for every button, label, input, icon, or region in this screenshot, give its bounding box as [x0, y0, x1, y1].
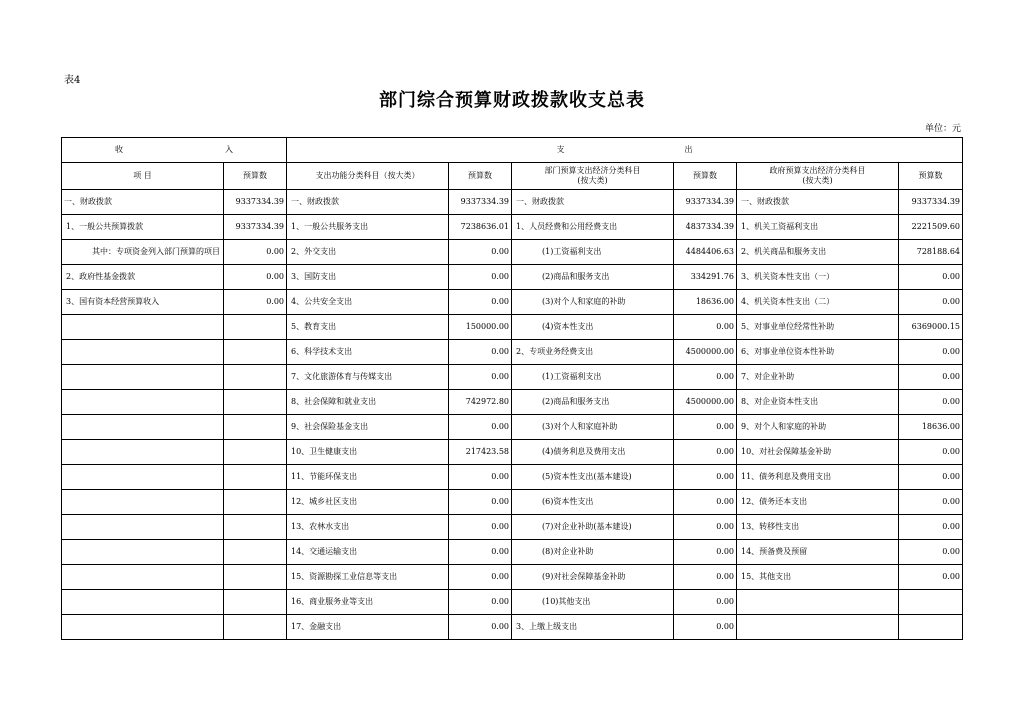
table-row	[62, 240, 963, 265]
dept-econ-amount-cell: 334291.76	[674, 265, 737, 290]
dept-econ-item-cell: (4)资本性支出	[512, 315, 674, 340]
gov-econ-item-cell: 5、对事业单位经常性补助	[737, 315, 899, 340]
income-item-cell	[62, 615, 224, 640]
gov-econ-item-cell: 9、对个人和家庭的补助	[737, 415, 899, 440]
dept-econ-item-cell: 1、人员经费和公用经费支出	[512, 215, 674, 240]
dept-econ-item-cell: 一、财政拨款	[512, 190, 674, 215]
table-row	[62, 390, 963, 415]
func-amount-cell: 0.00	[449, 240, 512, 265]
gov-econ-amount-cell: 0.00	[899, 340, 963, 365]
dept-econ-amount-cell: 0.00	[674, 365, 737, 390]
dept-econ-item-cell: 2、专项业务经费支出	[512, 340, 674, 365]
income-amount-cell	[224, 490, 287, 515]
dept-econ-amount-cell: 0.00	[674, 465, 737, 490]
func-amount-cell: 0.00	[449, 465, 512, 490]
income-header-left: 收	[115, 145, 123, 154]
func-item-cell: 13、农林水支出	[287, 515, 449, 540]
gov-econ-item-cell: 13、转移性支出	[737, 515, 899, 540]
dept-econ-item-cell: (8)对企业补助	[512, 540, 674, 565]
gov-econ-amount-cell: 2221509.60	[899, 215, 963, 240]
income-amount-cell	[224, 315, 287, 340]
header-row-section	[62, 138, 963, 163]
dept-econ-item-cell: (5)资本性支出(基本建设)	[512, 465, 674, 490]
func-item-cell: 1、一般公共服务支出	[287, 215, 449, 240]
func-amount-cell: 0.00	[449, 415, 512, 440]
gov-econ-amount-cell: 0.00	[899, 490, 963, 515]
dept-econ-item-cell: (2)商品和服务支出	[512, 390, 674, 415]
expense-header	[287, 138, 963, 163]
page-title: 部门综合预算财政拨款收支总表	[379, 90, 645, 111]
func-amount-cell: 0.00	[449, 565, 512, 590]
dept-econ-item-cell: (10)其他支出	[512, 590, 674, 615]
gov-econ-amount-cell: 0.00	[899, 365, 963, 390]
func-item-cell: 6、科学技术支出	[287, 340, 449, 365]
income-amount-cell	[224, 565, 287, 590]
income-item-cell: 2、政府性基金拨款	[62, 265, 224, 290]
dept-econ-item-cell: (3)对个人和家庭的补助	[512, 290, 674, 315]
func-amount-cell: 0.00	[449, 615, 512, 640]
income-amount-cell: 0.00	[224, 240, 287, 265]
func-amount-cell: 0.00	[449, 290, 512, 315]
dept-econ-item-cell: (7)对企业补助(基本建设)	[512, 515, 674, 540]
table-row	[62, 465, 963, 490]
income-amount-cell	[224, 365, 287, 390]
table-number-label: 表4	[64, 75, 81, 86]
table-row	[62, 490, 963, 515]
income-amount-cell	[224, 590, 287, 615]
table-row	[62, 540, 963, 565]
gov-econ-item-cell: 2、机关商品和服务支出	[737, 240, 899, 265]
income-amount-cell: 0.00	[224, 290, 287, 315]
func-item-cell: 2、外交支出	[287, 240, 449, 265]
func-amount-cell: 150000.00	[449, 315, 512, 340]
func-amount-cell: 742972.80	[449, 390, 512, 415]
income-item-cell	[62, 340, 224, 365]
func-item-cell: 16、商业服务业等支出	[287, 590, 449, 615]
table-row	[62, 215, 963, 240]
col-header-dept-econ-line2: (按大类)	[577, 176, 608, 185]
income-item-cell: 3、国有资本经营预算收入	[62, 290, 224, 315]
income-item-cell	[62, 565, 224, 590]
func-amount-cell: 0.00	[449, 265, 512, 290]
col-header-budget: 预算数	[449, 163, 512, 190]
table-row	[62, 515, 963, 540]
expense-header-right: 出	[684, 145, 693, 154]
income-item-cell	[62, 365, 224, 390]
gov-econ-item-cell: 10、对社会保障基金补助	[737, 440, 899, 465]
gov-econ-item-cell: 7、对企业补助	[737, 365, 899, 390]
income-item-cell	[62, 490, 224, 515]
gov-econ-item-cell	[737, 615, 899, 640]
dept-econ-item-cell: (4)债务利息及费用支出	[512, 440, 674, 465]
gov-econ-amount-cell	[899, 590, 963, 615]
gov-econ-item-cell: 4、机关资本性支出（二）	[737, 290, 899, 315]
gov-econ-item-cell: 11、债务利息及费用支出	[737, 465, 899, 490]
gov-econ-item-cell: 15、其他支出	[737, 565, 899, 590]
table-row	[62, 440, 963, 465]
table-row	[62, 565, 963, 590]
income-amount-cell: 0.00	[224, 265, 287, 290]
dept-econ-amount-cell: 4500000.00	[674, 340, 737, 365]
income-amount-cell	[224, 515, 287, 540]
income-amount-cell	[224, 390, 287, 415]
func-amount-cell: 0.00	[449, 540, 512, 565]
func-item-cell: 15、资源勘探工业信息等支出	[287, 565, 449, 590]
income-item-cell	[62, 540, 224, 565]
col-header-dept-econ-line1: 部门预算支出经济分类科目	[544, 166, 641, 175]
func-item-cell: 4、公共安全支出	[287, 290, 449, 315]
dept-econ-amount-cell: 0.00	[674, 490, 737, 515]
income-amount-cell	[224, 615, 287, 640]
gov-econ-amount-cell: 0.00	[899, 540, 963, 565]
income-amount-cell	[224, 340, 287, 365]
func-amount-cell: 0.00	[449, 515, 512, 540]
table-row	[62, 290, 963, 315]
col-header-item: 项 目	[62, 163, 224, 190]
table-row	[62, 190, 963, 215]
gov-econ-amount-cell: 0.00	[899, 290, 963, 315]
table-row	[62, 415, 963, 440]
gov-econ-item-cell: 1、机关工资福利支出	[737, 215, 899, 240]
col-header-func: 支出功能分类科目（按大类）	[287, 163, 449, 190]
income-item-cell: 一、财政拨款	[62, 190, 224, 215]
gov-econ-item-cell: 8、对企业资本性支出	[737, 390, 899, 415]
table-row	[62, 615, 963, 640]
dept-econ-amount-cell: 9337334.39	[674, 190, 737, 215]
dept-econ-amount-cell: 0.00	[674, 540, 737, 565]
gov-econ-amount-cell: 0.00	[899, 390, 963, 415]
income-item-cell	[62, 515, 224, 540]
dept-econ-amount-cell: 0.00	[674, 615, 737, 640]
budget-summary-table	[61, 137, 963, 640]
dept-econ-amount-cell: 0.00	[674, 515, 737, 540]
income-item-cell: 其中：专项资金列入部门预算的项目	[62, 240, 224, 265]
func-item-cell: 8、社会保障和就业支出	[287, 390, 449, 415]
table-body	[62, 138, 963, 640]
header-row-columns	[62, 163, 963, 190]
col-header-budget: 预算数	[899, 163, 963, 190]
table-row	[62, 315, 963, 340]
func-amount-cell: 7238636.01	[449, 215, 512, 240]
gov-econ-amount-cell: 0.00	[899, 440, 963, 465]
income-amount-cell: 9337334.39	[224, 190, 287, 215]
expense-header-left: 支	[556, 145, 565, 154]
gov-econ-amount-cell: 0.00	[899, 565, 963, 590]
func-amount-cell: 9337334.39	[449, 190, 512, 215]
table-row	[62, 365, 963, 390]
income-amount-cell	[224, 440, 287, 465]
gov-econ-amount-cell: 0.00	[899, 515, 963, 540]
col-header-dept-econ	[512, 163, 674, 190]
col-header-gov-econ	[737, 163, 899, 190]
gov-econ-amount-cell: 728188.64	[899, 240, 963, 265]
func-amount-cell: 0.00	[449, 590, 512, 615]
table-row	[62, 265, 963, 290]
dept-econ-amount-cell: 0.00	[674, 565, 737, 590]
income-item-cell	[62, 590, 224, 615]
col-header-budget: 预算数	[674, 163, 737, 190]
income-header	[62, 138, 287, 163]
func-item-cell: 3、国防支出	[287, 265, 449, 290]
income-item-cell	[62, 415, 224, 440]
gov-econ-item-cell: 3、机关资本性支出（一）	[737, 265, 899, 290]
gov-econ-item-cell: 6、对事业单位资本性补助	[737, 340, 899, 365]
income-item-cell: 1、一般公共预算拨款	[62, 215, 224, 240]
gov-econ-item-cell	[737, 590, 899, 615]
unit-label: 单位：元	[924, 124, 961, 134]
func-item-cell: 11、节能环保支出	[287, 465, 449, 490]
gov-econ-amount-cell: 0.00	[899, 265, 963, 290]
dept-econ-item-cell: (6)资本性支出	[512, 490, 674, 515]
dept-econ-amount-cell: 0.00	[674, 315, 737, 340]
income-amount-cell: 9337334.39	[224, 215, 287, 240]
col-header-gov-econ-line2: (按大类)	[802, 176, 833, 185]
dept-econ-item-cell: (9)对社会保障基金补助	[512, 565, 674, 590]
dept-econ-item-cell: (2)商品和服务支出	[512, 265, 674, 290]
table-row	[62, 340, 963, 365]
func-item-cell: 7、文化旅游体育与传媒支出	[287, 365, 449, 390]
gov-econ-amount-cell: 18636.00	[899, 415, 963, 440]
gov-econ-amount-cell: 0.00	[899, 465, 963, 490]
income-item-cell	[62, 390, 224, 415]
func-amount-cell: 217423.58	[449, 440, 512, 465]
gov-econ-amount-cell	[899, 615, 963, 640]
col-header-budget: 预算数	[224, 163, 287, 190]
func-item-cell: 12、城乡社区支出	[287, 490, 449, 515]
func-amount-cell: 0.00	[449, 340, 512, 365]
gov-econ-item-cell: 14、预备费及预留	[737, 540, 899, 565]
dept-econ-amount-cell: 4837334.39	[674, 215, 737, 240]
table-row	[62, 590, 963, 615]
dept-econ-item-cell: 3、上缴上级支出	[512, 615, 674, 640]
dept-econ-amount-cell: 0.00	[674, 415, 737, 440]
gov-econ-item-cell: 一、财政拨款	[737, 190, 899, 215]
income-amount-cell	[224, 415, 287, 440]
income-header-right: 入	[225, 145, 233, 154]
income-item-cell	[62, 465, 224, 490]
func-item-cell: 10、卫生健康支出	[287, 440, 449, 465]
income-item-cell	[62, 315, 224, 340]
dept-econ-item-cell: (1)工资福利支出	[512, 240, 674, 265]
func-item-cell: 9、社会保险基金支出	[287, 415, 449, 440]
dept-econ-amount-cell: 4500000.00	[674, 390, 737, 415]
func-amount-cell: 0.00	[449, 490, 512, 515]
col-header-gov-econ-line1: 政府预算支出经济分类科目	[769, 166, 866, 175]
dept-econ-item-cell: (3)对个人和家庭补助	[512, 415, 674, 440]
gov-econ-amount-cell: 9337334.39	[899, 190, 963, 215]
func-item-cell: 5、教育支出	[287, 315, 449, 340]
income-amount-cell	[224, 540, 287, 565]
dept-econ-amount-cell: 0.00	[674, 440, 737, 465]
dept-econ-amount-cell: 18636.00	[674, 290, 737, 315]
income-amount-cell	[224, 465, 287, 490]
gov-econ-item-cell: 12、债务还本支出	[737, 490, 899, 515]
dept-econ-amount-cell: 0.00	[674, 590, 737, 615]
func-item-cell: 一、财政拨款	[287, 190, 449, 215]
func-amount-cell: 0.00	[449, 365, 512, 390]
dept-econ-item-cell: (1)工资福利支出	[512, 365, 674, 390]
income-item-cell	[62, 440, 224, 465]
gov-econ-amount-cell: 6369000.15	[899, 315, 963, 340]
func-item-cell: 17、金融支出	[287, 615, 449, 640]
dept-econ-amount-cell: 4484406.63	[674, 240, 737, 265]
func-item-cell: 14、交通运输支出	[287, 540, 449, 565]
